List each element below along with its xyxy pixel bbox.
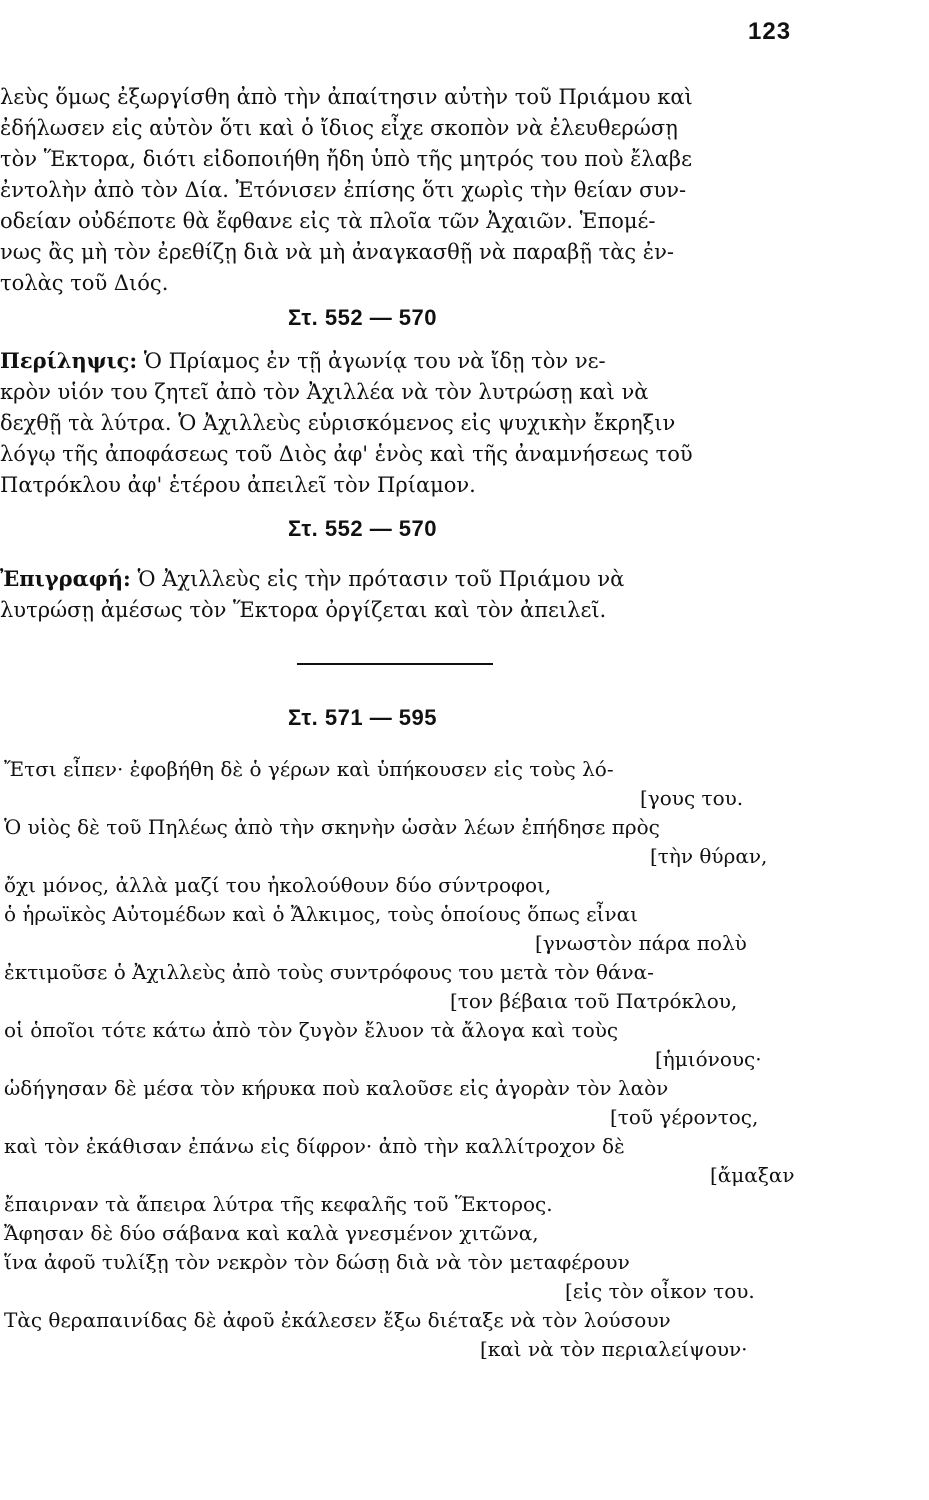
summary-line: δεχθῇ τὰ λύτρα. Ὁ Ἀχιλλεὺς εὑρισκόμενος εἰς ψυχικὴν ἔκρηξιν (0, 411, 676, 435)
inscription-lead: Ἐπιγραφή: (0, 566, 131, 591)
verse-line: ὡδήγησαν δὲ μέσα τὸν κήρυκα ποὺ καλοῦσε εἰς ἀγορὰν τὸν λαὸν (4, 1076, 669, 1100)
intro-line: ἐδήλωσεν εἰς αὐτὸν ὅτι καὶ ὁ ἴδιος εἶχε σκοπὸν νὰ ἐλευθερώσῃ (0, 116, 678, 140)
verse-continuation: [καὶ νὰ τὸν περιαλείψουν· (480, 1337, 748, 1361)
verse-continuation: [εἰς τὸν οἶκον του. (565, 1279, 755, 1303)
verse-line: Ὁ υἱὸς δὲ τοῦ Πηλέως ἀπὸ τὴν σκηνὴν ὡσὰν λέων ἐπήδησε πρὸς (4, 815, 660, 839)
intro-line: τὸν Ἕκτορα, διότι εἰδοποιήθη ἤδη ὑπὸ τῆς μητρός του ποὺ ἔλαβε (0, 147, 692, 171)
verse-line: ὁ ἡρωϊκὸς Αὐτομέδων καὶ ὁ Ἄλκιμος, τοὺς ὁποίους ὅπως εἶναι (4, 902, 638, 926)
section-heading-3: Στ. 571 — 595 (288, 705, 438, 730)
section-heading-1: Στ. 552 — 570 (288, 305, 438, 330)
verse-line: καὶ τὸν ἐκάθισαν ἐπάνω εἰς δίφρον· ἀπὸ τὴν καλλίτροχον δὲ (4, 1134, 625, 1158)
intro-line: νως ἂς μὴ τὸν ἐρεθίζῃ διὰ νὰ μὴ ἀναγκασθῇ νὰ παραβῇ τὰς ἐν- (0, 240, 674, 264)
intro-line: τολὰς τοῦ Διός. (0, 271, 169, 295)
verse-continuation: [ἡμιόνους· (655, 1047, 762, 1071)
verse-translation (0, 755, 810, 1364)
intro-line: οδείαν οὐδέποτε θὰ ἔφθανε εἰς τὰ πλοῖα τῶν Ἀχαιῶν. Ἑπομέ- (0, 209, 656, 233)
verse-continuation: [γνωστὸν πάρα πολὺ (535, 931, 747, 955)
summary-text: Ὁ Πρίαμος ἐν τῇ ἀγωνίᾳ του νὰ ἴδῃ τὸν νε- (137, 349, 606, 373)
verse-continuation: [γους του. (640, 786, 744, 810)
verse-line: Τὰς θεραπαινίδας δὲ ἀφοῦ ἐκάλεσεν ἔξω διέταξε νὰ τὸν λούσουν (4, 1308, 671, 1332)
intro-paragraph (0, 82, 800, 299)
verse-continuation: [τοῦ γέροντος, (610, 1105, 759, 1129)
summary-paragraph (0, 345, 800, 501)
section-heading-2: Στ. 552 — 570 (288, 516, 438, 541)
verse-continuation: [τον βέβαια τοῦ Πατρόκλου, (450, 989, 738, 1013)
section-divider (297, 663, 493, 665)
summary-line: λόγῳ τῆς ἀποφάσεως τοῦ Διὸς ἀφ' ἑνὸς καὶ τῆς ἀναμνήσεως τοῦ (0, 442, 693, 466)
verse-line: ἔπαιρναν τὰ ἄπειρα λύτρα τῆς κεφαλῆς τοῦ Ἕκτορος. (4, 1192, 553, 1216)
inscription-text: Ὁ Ἀχιλλεὺς εἰς τὴν πρότασιν τοῦ Πριάμου νὰ (130, 567, 625, 591)
verse-line: ἐκτιμοῦσε ὁ Ἀχιλλεὺς ἀπὸ τοὺς συντρόφους του μετὰ τὸν θάνα- (4, 960, 654, 984)
inscription-line (0, 563, 800, 595)
inscription-line: λυτρώσῃ ἀμέσως τὸν Ἕκτορα ὀργίζεται καὶ τὸν ἀπειλεῖ. (0, 598, 607, 622)
inscription-paragraph (0, 563, 800, 626)
summary-line: Πατρόκλου ἀφ' ἑτέρου ἀπειλεῖ τὸν Πρίαμον. (0, 473, 476, 497)
summary-line (0, 345, 800, 377)
verse-continuation: [ἄμαξαν (710, 1163, 795, 1187)
verse-line: Ἔτσι εἶπεν· ἐφοβήθη δὲ ὁ γέρων καὶ ὑπήκουσεν εἰς τοὺς λό- (4, 757, 614, 781)
verse-continuation: [τὴν θύραν, (650, 844, 768, 868)
verse-line: ἵνα ἀφοῦ τυλίξῃ τὸν νεκρὸν τὸν δώσῃ διὰ νὰ τὸν μεταφέρουν (4, 1250, 630, 1274)
intro-line: λεὺς ὅμως ἐξωργίσθη ἀπὸ τὴν ἀπαίτησιν αὐτὴν τοῦ Πριάμου καὶ (0, 85, 693, 109)
verse-line: Ἄφησαν δὲ δύο σάβανα καὶ καλὰ γνεσμένον χιτῶνα, (4, 1221, 539, 1245)
verse-line: οἱ ὁποῖοι τότε κάτω ἀπὸ τὸν ζυγὸν ἔλυον τὰ ἄλογα καὶ τοὺς (4, 1018, 619, 1042)
summary-lead: Περίληψις: (0, 348, 138, 373)
page-number: 123 (748, 18, 792, 45)
summary-line: κρὸν υἱόν του ζητεῖ ἀπὸ τὸν Ἀχιλλέα νὰ τὸν λυτρώσῃ καὶ νὰ (0, 380, 649, 404)
intro-line: ἐντολὴν ἀπὸ τὸν Δία. Ἐτόνισεν ἐπίσης ὅτι χωρὶς τὴν θείαν συν- (0, 178, 687, 202)
verse-line: ὄχι μόνος, ἀλλὰ μαζί του ἠκολούθουν δύο σύντροφοι, (4, 873, 552, 897)
